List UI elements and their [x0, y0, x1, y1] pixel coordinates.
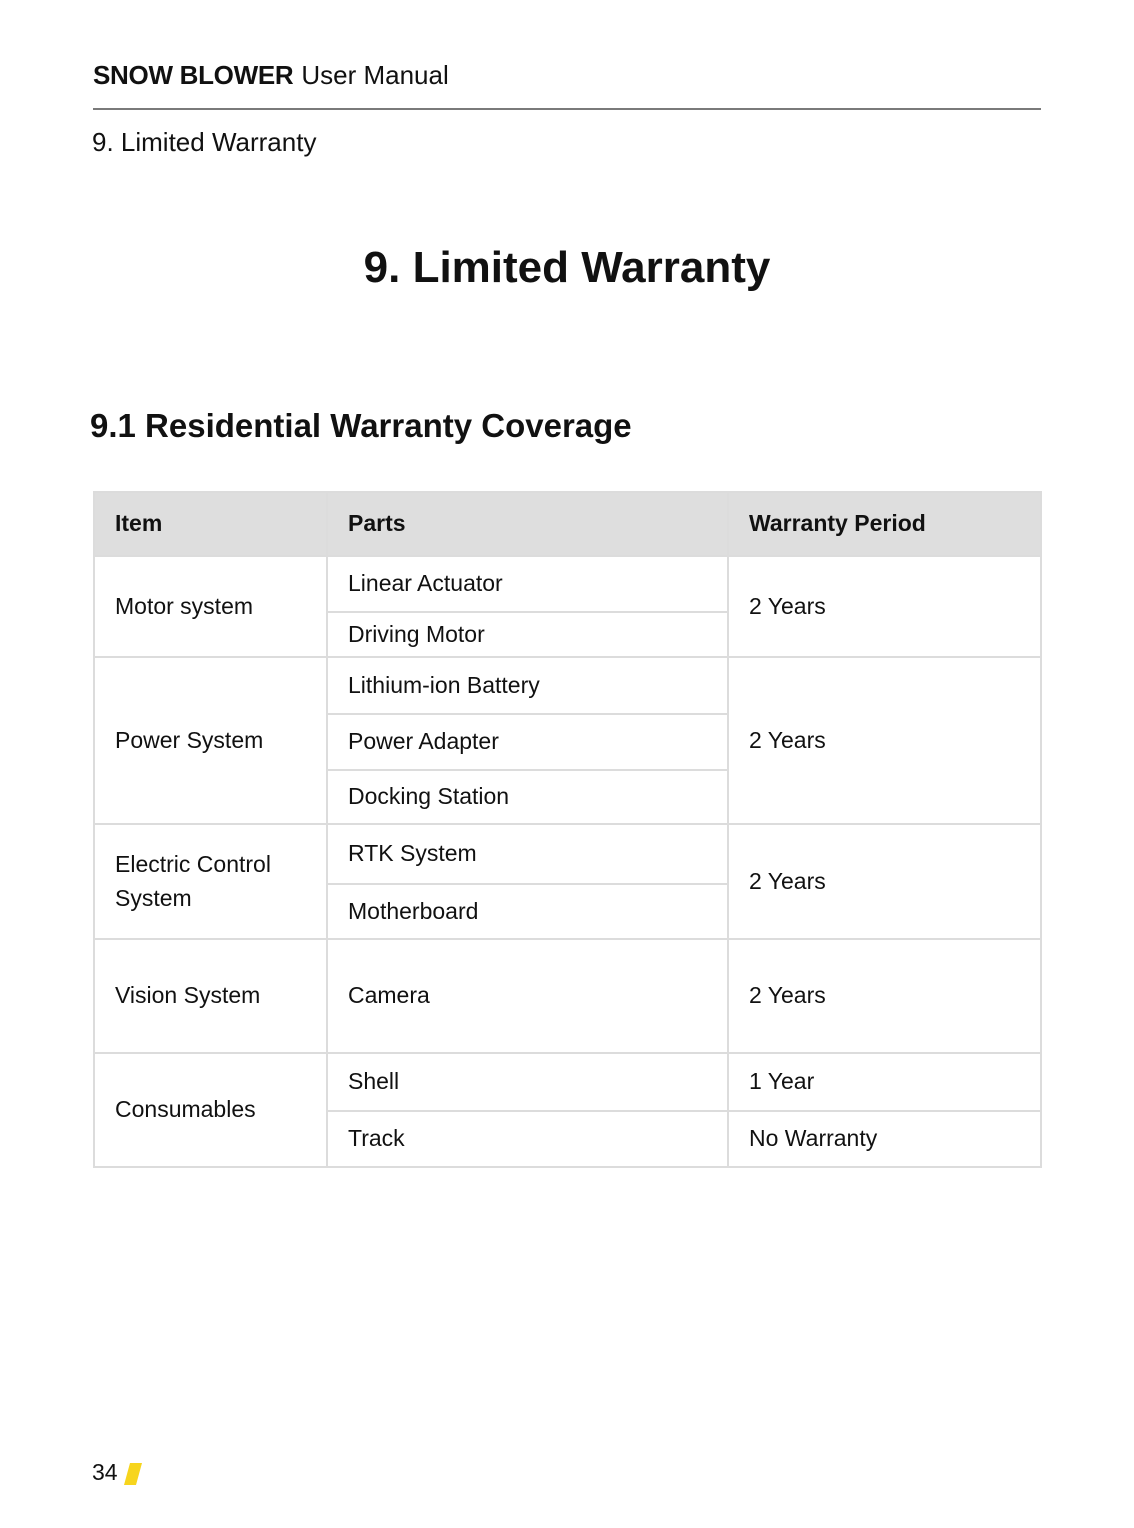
header-warranty-period: Warranty Period — [728, 492, 1041, 556]
part-cell: Lithium-ion Battery — [327, 657, 728, 714]
page-number: 34 — [92, 1459, 118, 1485]
table-row — [94, 1053, 1041, 1111]
breadcrumb: 9. Limited Warranty — [92, 127, 317, 157]
header-brand: SNOW BLOWER — [93, 60, 294, 90]
period-cell: 1 Year — [728, 1053, 1041, 1111]
table-header-row — [94, 492, 1041, 556]
page-title: 9. Limited Warranty — [363, 243, 771, 292]
part-cell: Shell — [327, 1053, 728, 1111]
period-cell: 2 Years — [728, 657, 1041, 824]
item-cell: Motor system — [94, 556, 327, 657]
item-cell: Consumables — [94, 1053, 327, 1167]
table-row — [94, 657, 1041, 714]
table-row — [94, 939, 1041, 1053]
period-cell: 2 Years — [728, 556, 1041, 657]
part-cell: Driving Motor — [327, 612, 728, 657]
part-cell: Track — [327, 1111, 728, 1167]
part-cell: Docking Station — [327, 770, 728, 824]
part-cell: Power Adapter — [327, 714, 728, 770]
period-cell: No Warranty — [728, 1111, 1041, 1167]
running-header — [93, 60, 449, 91]
item-cell: Vision System — [94, 939, 327, 1053]
period-cell: 2 Years — [728, 824, 1041, 939]
period-cell: 2 Years — [728, 939, 1041, 1053]
part-cell: Motherboard — [327, 884, 728, 939]
part-cell: RTK System — [327, 824, 728, 884]
warranty-table — [93, 491, 1042, 1168]
part-cell: Camera — [327, 939, 728, 1053]
header-parts: Parts — [327, 492, 728, 556]
section-title: 9.1 Residential Warranty Coverage — [90, 407, 632, 444]
item-cell: Power System — [94, 657, 327, 824]
item-cell — [94, 824, 327, 939]
header-divider — [93, 108, 1041, 110]
table-row — [94, 824, 1041, 884]
accent-slash-shape — [124, 1463, 142, 1485]
header-item: Item — [94, 492, 327, 556]
header-subtitle: User Manual — [301, 60, 449, 90]
table-row — [94, 556, 1041, 612]
item-label: Electric Control System — [115, 851, 271, 911]
part-cell: Linear Actuator — [327, 556, 728, 612]
page-accent-mark — [124, 1463, 142, 1485]
